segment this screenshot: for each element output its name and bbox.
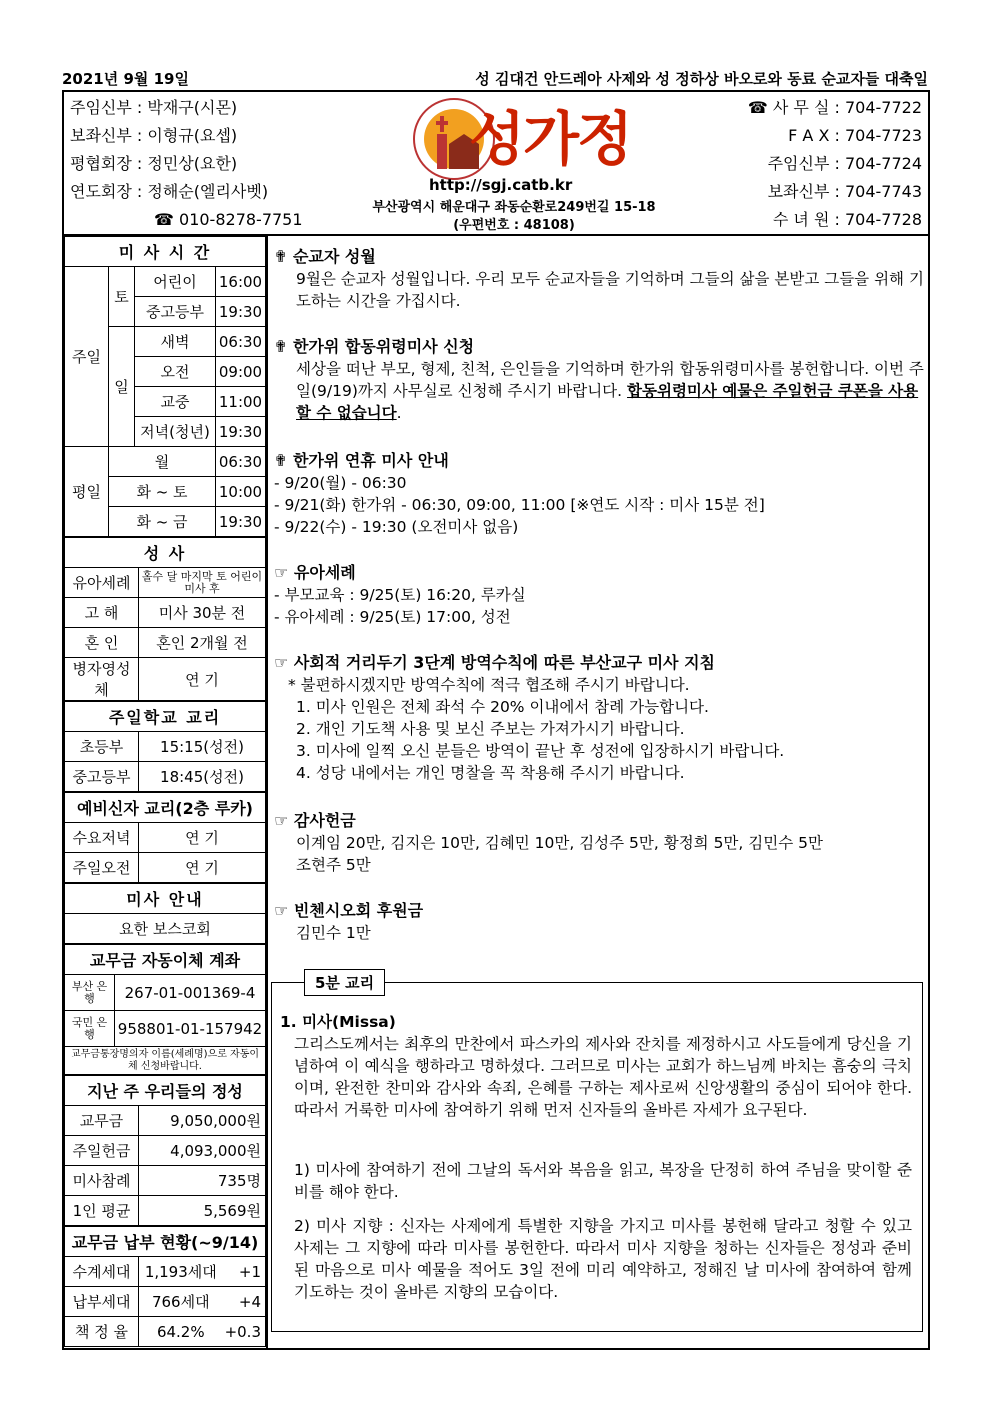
council-line: 평협회장 : 정민상(요한) [70,154,238,173]
phone-line: ☎ 010-8278-7751 [154,210,303,229]
infant-baptism-section [274,562,924,628]
cate-day: 수요저녁 [65,823,139,853]
issue-date: 2021년 9월 19일 [62,70,189,88]
catechumen-title: 예비신자 교리(2층 루카) [65,793,266,823]
thanks-offering-section [274,810,924,876]
sunday-label: 주일 [65,267,109,447]
school-group: 중고등부 [65,762,139,792]
list-item: - 부모교육 : 9/25(토) 16:20, 루카실 [274,586,526,604]
main-content [268,236,930,1350]
dues-label: 납부세대 [65,1287,139,1317]
bank-name: 부산 은행 [65,975,115,1011]
dues-label: 책 정 율 [65,1317,139,1347]
sidebar [62,236,268,1350]
mass-name: 교중 [135,387,216,417]
dues-value: 64.2% [139,1317,223,1347]
weekday-label: 평일 [65,447,109,537]
bulletin-title: 성가정 [469,105,632,173]
holiday-mass-section [274,450,924,538]
section-title: ☞ 빈첸시오회 후원금 [274,901,424,920]
convent-phone: 수 녀 원 : 704-7728 [772,210,922,229]
mass-time: 16:00 [216,267,266,297]
pastor-line: 주임신부 : 박재구(시몬) [70,98,238,117]
zip-code: (우편번호 : 48108) [453,218,575,233]
list-item: 3. 미사에 일찍 오신 분들은 방역이 끝난 후 성전에 입장하시기 바랍니다. [296,742,785,760]
mass-guide-table [64,883,266,944]
sunday-school-title: 주일학교 교리 [65,702,266,732]
section-title: ☞ 감사헌금 [274,811,356,830]
pastor-phone: 주임신부 : 704-7724 [767,154,922,173]
list-item: 4. 성당 내에서는 개인 명찰을 꼭 착용해 주시기 바랍니다. [296,764,685,782]
dues-title: 교무금 납부 현황(~9/14) [65,1227,266,1257]
mass-time: 10:00 [216,477,266,507]
dues-change: +4 [223,1287,266,1317]
top-bar [62,66,930,92]
sacrament-info: 미사 30분 전 [139,598,266,628]
mass-name: 새벽 [135,327,216,357]
list-item: - 9/22(수) - 19:30 (오전미사 없음) [274,518,519,536]
sacrament-name: 유아세례 [65,568,139,598]
vincent-section [274,900,924,944]
offer-label: 1인 평균 [65,1196,139,1226]
catechism-title: 1. 미사(Missa) [280,1013,396,1031]
bank-note: 교무금통장명의자 이름(세례명)으로 자동이체 신청바랍니다. [65,1047,266,1075]
catechism-body: 그리스도께서는 최후의 만찬에서 파스카의 제사와 잔치를 제정하시고 사도들에게 당신을 기념하여 이 예식을 행하라고 명하셨다. 그러므로 미사는 교회가 하느님께 바치는 흠숭의 극치이며, 완전한 찬미와 감사와 속죄, 은혜를 구하는 제사로써 신앙생활의 중심이 되어야 한다. 따라서 거룩한 미사에 참여하기 위해 먼저 신자들의 올바른 자세가 요구된다. [294,1035,912,1119]
mass-times-table [64,236,266,537]
list-item: - 유아세례 : 9/25(토) 17:00, 성전 [274,608,511,626]
office-phone: ☎ 사 무 실 : 704-7722 [747,98,922,117]
bank-title: 교무금 자동이체 계좌 [65,945,266,975]
school-group: 초등부 [65,732,139,762]
cate-day: 주일오전 [65,853,139,883]
list-item: 조현주 5만 [296,856,371,874]
mass-guide-group: 요한 보스코회 [65,914,266,944]
dues-value: 766세대 [139,1287,223,1317]
sacrament-name: 병자영성체 [65,658,139,701]
section-title: ✟ 한가위 연휴 미사 안내 [274,451,449,470]
mass-name: 중고등부 [135,297,216,327]
header [62,92,930,236]
dues-value: 1,193세대 [139,1257,223,1287]
dues-change: +1 [223,1257,266,1287]
mass-name: 저녁(청년) [135,417,216,447]
offering-title: 지난 주 우리들의 정성 [65,1076,266,1106]
sacrament-info: 혼인 2개월 전 [139,628,266,658]
offer-value: 735명 [139,1166,266,1196]
dues-change: +0.3 [223,1317,266,1347]
emphasis-note: 합동위령미사 예물은 주일헌금 쿠폰을 사용할 수 없습니다 [296,382,919,422]
school-time: 15:15(성전) [139,732,266,762]
mass-times-title: 미 사 시 간 [65,237,266,267]
mass-name: 오전 [135,357,216,387]
sacrament-name: 고 해 [65,598,139,628]
offering-table [64,1075,266,1226]
prayer-line: 연도회장 : 정해순(엘리사벳) [70,182,269,201]
mass-time: 09:00 [216,357,266,387]
sunday-school-table [64,701,266,792]
list-item: 2. 개인 기도책 사용 및 보신 주보는 가져가시기 바랍니다. [296,720,685,738]
list-item: - 9/21(화) 한가위 - 06:30, 09:00, 11:00 [※연도 시작 : 미사 15분 전] [274,496,765,514]
covid-rules-section [274,652,924,784]
offer-value: 9,050,000원 [139,1106,266,1136]
mass-guide-title: 미사 안내 [65,884,266,914]
sacraments-title: 성 사 [65,538,266,568]
sacrament-info: 연 기 [139,658,266,701]
mass-time: 19:30 [216,297,266,327]
sun-label: 일 [109,327,135,447]
offer-label: 교무금 [65,1106,139,1136]
assistant-phone: 보좌신부 : 704-7743 [767,182,922,201]
bank-account: 267-01-001369-4 [115,975,266,1011]
cate-status: 연 기 [139,823,266,853]
sacrament-info: 홀수 달 마지막 토 어린이 미사 후 [139,568,266,598]
sacrament-name: 혼 인 [65,628,139,658]
bank-table [64,944,266,1075]
section-title: ☞ 유아세례 [274,563,356,582]
section-title: ✟ 한가위 합동위령미사 신청 [274,337,475,356]
section-title: ✟ 순교자 성월 [274,247,376,266]
offer-label: 주일헌금 [65,1136,139,1166]
sat-label: 토 [109,267,135,327]
sacraments-table [64,537,266,701]
mass-time: 11:00 [216,387,266,417]
catechism-item: 2) 미사 지향 : 신자는 사제에게 특별한 지향을 가지고 미사를 봉헌해 달라고 청할 수 있고 사제는 그 지향에 따라 미사를 봉헌한다. 따라서 미사 지향을 청하는 신자들은 정성과 준비된 마음으로 미사 예물을 적어도 3일 전에 미리 예약하고, 정해진 날 미사에 참여하여 함께 기도하는 것이 올바른 지향의 모습이다. [294,1217,912,1301]
assistant-line: 보좌신부 : 이형규(요셉) [70,126,238,145]
offer-value: 5,569원 [139,1196,266,1226]
catechism-box [271,974,923,1332]
list-item: - 9/20(월) - 06:30 [274,474,407,492]
catechism-label: 5분 교리 [304,969,385,996]
cate-status: 연 기 [139,853,266,883]
list-item: * 불편하시겠지만 방역수칙에 적극 협조해 주시기 바랍니다. [288,676,690,694]
feast-title: 성 김대건 안드레아 사제와 성 정하상 바오로와 동료 순교자들 대축일 [475,70,928,88]
mass-name: 어린이 [135,267,216,297]
mass-time: 19:30 [216,507,266,537]
school-time: 18:45(성전) [139,762,266,792]
list-item: 김민수 1만 [296,924,371,942]
catechism-item: 1) 미사에 참여하기 전에 그날의 독서와 복음을 읽고, 복장을 단정히 하여 주님을 맞이할 준비를 해야 한다. [294,1161,912,1201]
bank-name: 국민 은행 [65,1011,115,1047]
address: 부산광역시 해운대구 좌동순환로249번길 15-18 [372,200,656,215]
list-item: 1. 미사 인원은 전체 좌석 수 20% 이내에서 참례 가능합니다. [296,698,709,716]
section-title: ☞ 사회적 거리두기 3단계 방역수칙에 따른 부산교구 미사 지침 [274,653,715,672]
mass-name: 화 ~ 토 [109,477,216,507]
dues-table [64,1226,266,1347]
mass-name: 월 [109,447,216,477]
mass-time: 06:30 [216,447,266,477]
catechumen-table [64,792,266,883]
fax: F A X : 704-7723 [788,126,922,145]
memorial-mass-section: ✟ 한가위 합동위령미사 신청 세상을 떠난 부모, 형제, 친척, 은인들을 기억하며 한가위 합동위령미사를 봉헌합니다. 이번 주일(9/19)까지 사무실로 신청해 주시기 바랍니다. 합동위령미사 예물은 주일헌금 쿠폰을 사용할 수 없습니다. [274,337,924,422]
mass-time: 19:30 [216,417,266,447]
offer-value: 4,093,000원 [139,1136,266,1166]
mass-name: 화 ~ 금 [109,507,216,537]
offer-label: 미사참례 [65,1166,139,1196]
bank-account: 958801-01-157942 [115,1011,266,1047]
dues-label: 수계세대 [65,1257,139,1287]
website-link[interactable]: http://sgj.catb.kr [429,176,573,194]
martyrs-month-section [274,246,924,312]
list-item: 이계임 20만, 김지은 10만, 김혜민 10만, 김성주 5만, 황정희 5만, 김민수 5만 [296,834,823,852]
section-body: 9월은 순교자 성월입니다. 우리 모두 순교자들을 기억하며 그들의 삶을 본받고 그들을 위해 기도하는 시간을 가집시다. [296,270,924,310]
section-body: 세상을 떠난 부모, 형제, 친척, 은인들을 기억하며 한가위 합동위령미사를 봉헌합니다. 이번 주일(9/19)까지 사무실로 신청해 주시기 바랍니다. [296,360,924,400]
mass-time: 06:30 [216,327,266,357]
